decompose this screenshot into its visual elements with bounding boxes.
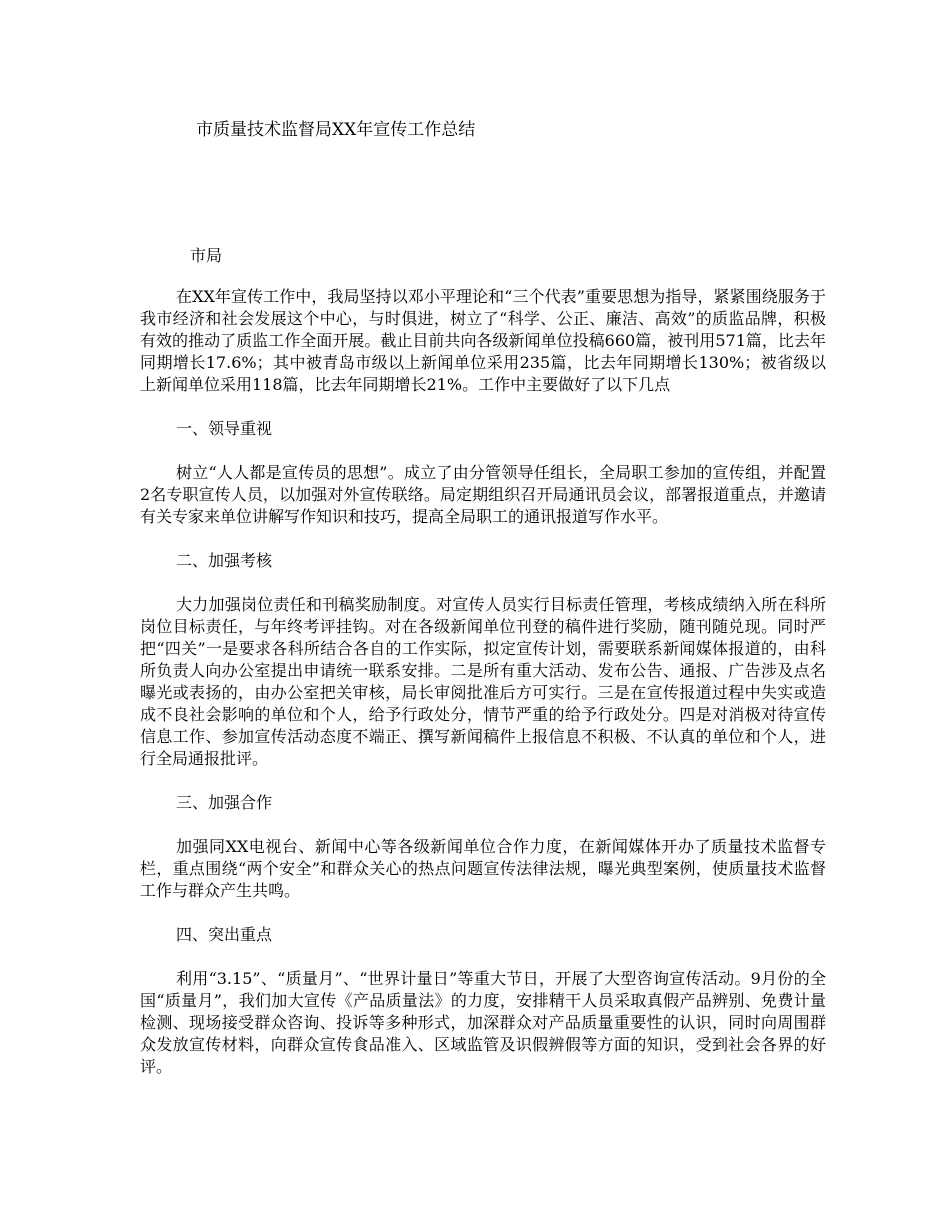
section-paragraph-assessment: 大力加强岗位责任和刊稿奖励制度。对宣传人员实行目标责任管理，考核成绩纳入所在科所岗位目标责任，与年终考评挂钩。对在各级新闻单位刊登的稿件进行奖励，随刊随兑现。同时严把“四关”一是要求各科所结合各自的工作实际，拟定宣传计划，需要联系新闻媒体报道的，由科所负责人向办公室提出申请统一联系安排。二是所有重大活动、发布公告、通报、广告涉及点名曝光或表扬的，由办公室把关审核，局长审阅批准后方可实行。三是在宣传报道过程中失实或造成不良社会影响的单位和个人，给予行政处分，情节严重的给予行政处分。四是对消极对待宣传信息工作、参加宣传活动态度不端正、撰写新闻稿件上报信息不积极、不认真的单位和个人，进行全局通报批评。 [140,595,826,768]
section-paragraph-leadership: 树立“人人都是宣传员的思想”。成立了由分管领导任组长，全局职工参加的宣传组，并配置2名专职宣传人员，以加强对外宣传联络。局定期组织召开局通讯员会议，部署报道重点，并邀请有关专家来单位讲解写作知识和技巧，提高全局职工的通讯报道写作水平。 [140,463,826,526]
document-body [140,286,826,1100]
section-paragraph-focus: 利用“3.15”、“质量月”、“世界计量日”等重大节日，开展了大型咨询宣传活动。9月份的全国“质量月”，我们加大宣传《产品质量法》的力度，安排精干人员采取真假产品辨别、免费计量检测、现场接受群众咨询、投诉等多种形式，加深群众对产品质量重要性的认识，同时向周围群众发放宣传材料，向群众宣传食品准入、区域监管及识假辨假等方面的知识，受到社会各界的好评。 [140,969,826,1076]
section-paragraph-cooperation: 加强同XX电视台、新闻中心等各级新闻单位合作力度，在新闻媒体开办了质量技术监督专栏，重点围绕“两个安全”和群众关心的热点问题宣传法律法规，曝光典型案例，使质量技术监督工作与群众产生共鸣。 [140,837,826,900]
document-title: 市质量技术监督局XX年宣传工作总结 [196,120,476,140]
section-heading-cooperation: 三、加强合作 [176,793,273,812]
section-heading-leadership: 一、领导重视 [176,419,273,438]
section-heading-assessment: 二、加强考核 [176,551,273,570]
intro-paragraph: 在XX年宣传工作中，我局坚持以邓小平理论和“三个代表”重要思想为指导，紧紧围绕服务于我市经济和社会发展这个中心，与时俱进，树立了“科学、公正、廉洁、高效”的质监品牌，积极有效的推动了质监工作全面开展。截止目前共向各级新闻单位投稿660篇，被刊用571篇，比去年同期增长17.6%；其中被青岛市级以上新闻单位采用235篇，比去年同期增长130%；被省级以上新闻单位采用118篇，比去年同期增长21%。工作中主要做好了以下几点 [140,287,826,394]
section-heading-focus: 四、突出重点 [176,925,273,944]
salutation: 市局 [190,246,223,265]
